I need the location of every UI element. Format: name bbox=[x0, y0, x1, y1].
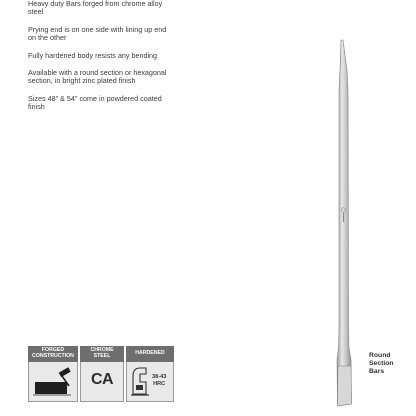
badge-header: HARDENED bbox=[126, 346, 174, 362]
hardness-range: 38-43 bbox=[152, 374, 167, 380]
forging-hammer-icon bbox=[29, 362, 77, 400]
bar-chisel-end bbox=[338, 366, 352, 406]
feature-list bbox=[28, 0, 168, 121]
caption-line: Round bbox=[369, 352, 391, 359]
feature-item: Heavy duty Bars forged from chrome alloy steel bbox=[28, 0, 163, 17]
feature-badges bbox=[28, 346, 174, 402]
feature-item: Available with a round section or hexagonal section, in bright zinc plated finish bbox=[28, 68, 167, 86]
bar-caption bbox=[369, 352, 409, 376]
badge-body bbox=[28, 362, 78, 402]
hardened-badge bbox=[126, 346, 174, 402]
chrome-steel-badge bbox=[80, 346, 124, 402]
hardness-unit: HRC bbox=[153, 381, 166, 387]
feature-item: Prying end is on one side with lining up end on the other bbox=[28, 24, 167, 43]
feature-item: Fully hardened body resists any bending bbox=[28, 50, 158, 60]
caption-line: Bars bbox=[369, 368, 385, 375]
caption-line: Section bbox=[369, 360, 394, 367]
badge-header: FORGED CONSTRUCTION bbox=[28, 346, 78, 362]
hardness-rating bbox=[152, 374, 166, 388]
feature-item: Sizes 48" & 54" come in powdered coated finish bbox=[28, 93, 162, 112]
forged-construction-badge bbox=[28, 346, 78, 402]
badge-header: CHROME STEEL bbox=[80, 346, 124, 362]
badge-body bbox=[80, 362, 124, 402]
hardness-tester-icon bbox=[128, 362, 152, 400]
chrome-alloy-mark: CA bbox=[90, 371, 114, 388]
badge-body bbox=[126, 362, 174, 402]
bar-shaft bbox=[337, 40, 352, 406]
